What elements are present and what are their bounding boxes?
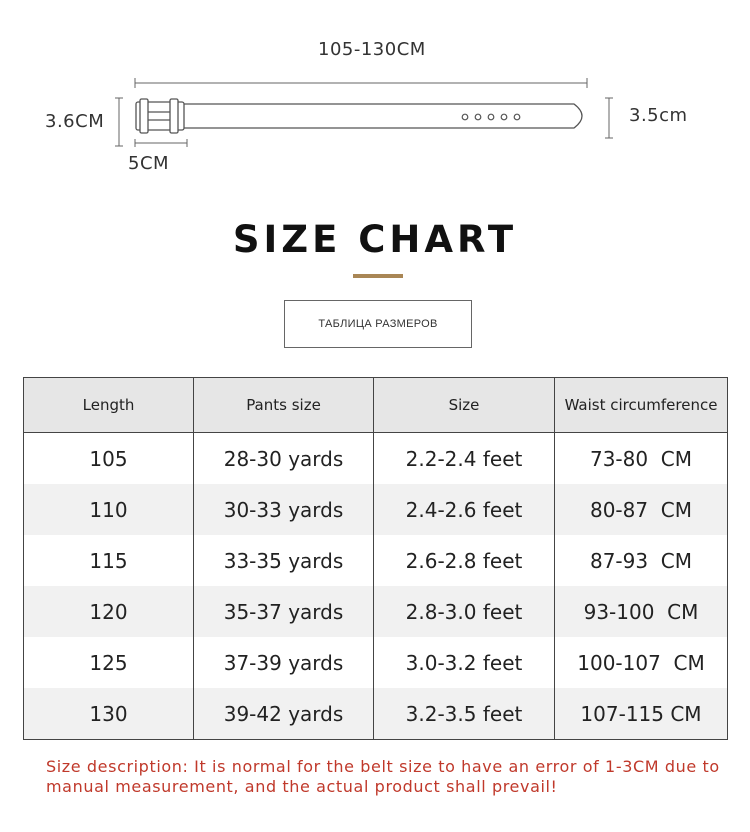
- cell-size: 2.8-3.0 feet: [374, 586, 555, 637]
- cell-pants-size: 35-37 yards: [194, 586, 374, 637]
- belt-diagram: [0, 0, 750, 200]
- page-title: SIZE CHART: [232, 218, 518, 261]
- strap-width-label: 3.5cm: [629, 105, 688, 126]
- table-row: [24, 484, 728, 535]
- cell-pants-size: 39-42 yards: [194, 688, 374, 740]
- cell-length: 105: [89, 446, 128, 471]
- table-row: [24, 433, 728, 485]
- cell-waist: 80-87 CM: [555, 484, 728, 535]
- cell-length: 115: [89, 548, 128, 573]
- subtitle-box: [284, 300, 472, 348]
- table-row: [24, 586, 728, 637]
- cell-size: 3.2-3.5 feet: [374, 688, 555, 740]
- buckle-icon: [136, 99, 184, 133]
- header-pants-size: Pants size: [194, 378, 374, 433]
- cell-length: 120: [24, 586, 194, 637]
- size-note: Size description: It is normal for the belt size to have an error of 1-3CM due to manual measurement, and the actual product shall prevail!: [46, 757, 720, 796]
- cell-pants-size: 30-33 yards: [194, 484, 374, 535]
- cell-pants-size: 37-39 yards: [194, 637, 374, 688]
- belt-holes-icon: [462, 114, 520, 120]
- buckle-height-label: 3.6CM: [45, 111, 105, 132]
- cell-size: 2.6-2.8 feet: [374, 535, 555, 586]
- length-label: 105-130CM: [318, 39, 426, 60]
- header-waist: Waist circumference: [555, 378, 728, 433]
- cell-length: 125: [89, 650, 128, 675]
- cell-length: 110: [24, 484, 194, 535]
- title-underline: [353, 274, 403, 278]
- cell-waist: 73-80 CM: [555, 433, 728, 485]
- size-table: [23, 377, 728, 740]
- cell-waist: 93-100 CM: [555, 586, 728, 637]
- cell-waist: 87-93 CM: [555, 535, 728, 586]
- cell-waist: 107-115 CM: [555, 688, 728, 740]
- cell-waist: 100-107 CM: [555, 637, 728, 688]
- cell-size: 3.0-3.2 feet: [374, 637, 555, 688]
- cell-pants-size: 28-30 yards: [194, 433, 374, 485]
- cell-size: 2.2-2.4 feet: [374, 433, 555, 485]
- header-size: Size: [374, 378, 555, 433]
- header-length: Length: [24, 378, 194, 433]
- table-row: [24, 535, 728, 586]
- table-row: [24, 637, 728, 688]
- cell-length: 130: [24, 688, 194, 740]
- subtitle-text: ТАБЛИЦА РАЗМЕРОВ: [318, 318, 438, 330]
- buckle-width-label: 5CM: [128, 153, 170, 174]
- table-header-row: [24, 378, 728, 433]
- cell-size: 2.4-2.6 feet: [374, 484, 555, 535]
- strap-icon: [184, 104, 582, 128]
- table-row: [24, 688, 728, 740]
- cell-pants-size: 33-35 yards: [194, 535, 374, 586]
